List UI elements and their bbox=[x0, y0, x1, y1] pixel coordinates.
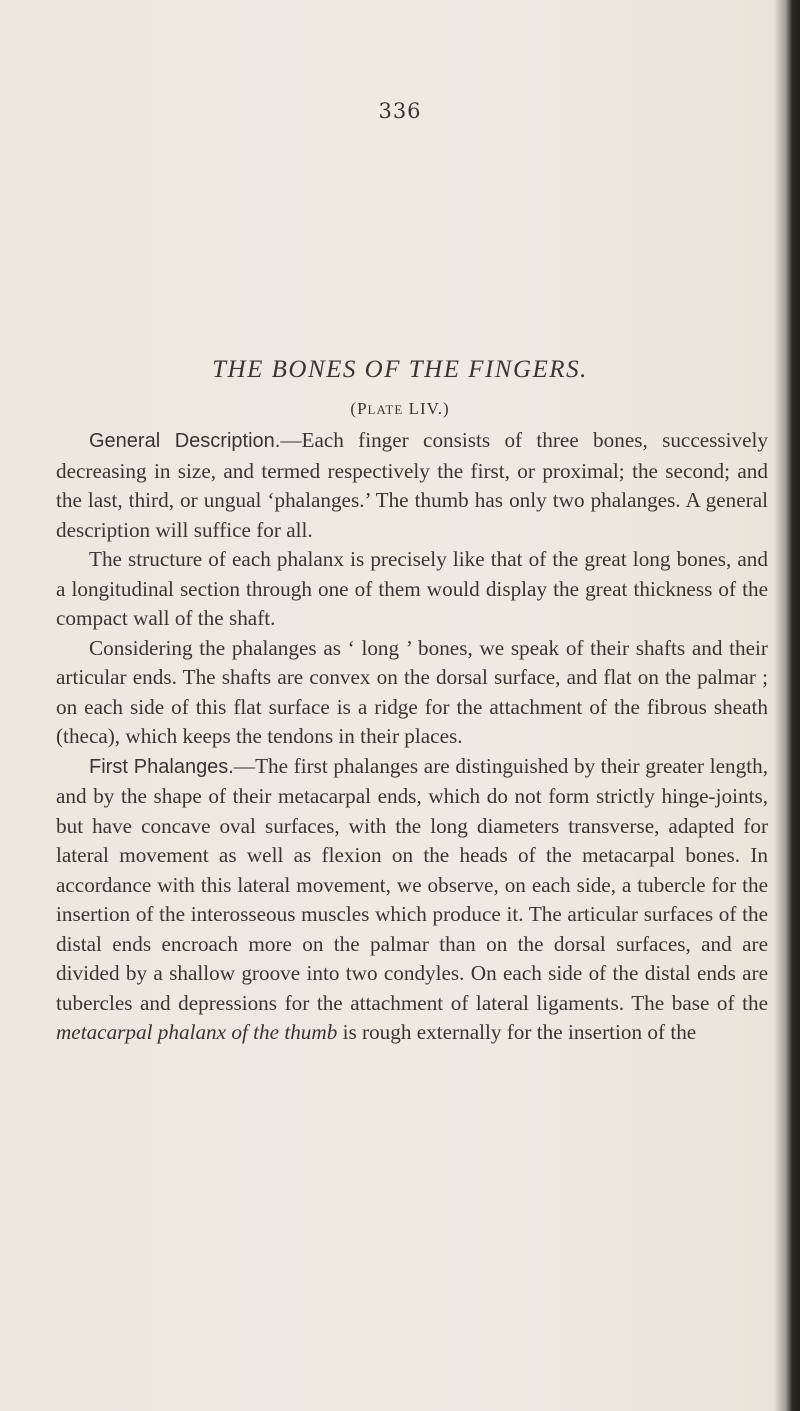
paragraph-text: The structure of each phalanx is precisely like that of the great long bones, and a longitudinal section through one of them would display the great thickness of the compact wall of the shaft. bbox=[56, 547, 768, 630]
heading-general-description: General Description. bbox=[89, 430, 281, 452]
body-text bbox=[56, 426, 768, 1048]
plate-reference bbox=[0, 399, 800, 419]
paragraph-text-after: is rough externally for the insertion of the bbox=[337, 1020, 697, 1044]
page-number: 336 bbox=[378, 99, 422, 123]
paragraph-italic-text: metacarpal phalanx of the thumb bbox=[56, 1020, 338, 1044]
plate-word-initial: P bbox=[357, 399, 368, 418]
paragraph-structure bbox=[56, 545, 768, 634]
page-edge-shadow bbox=[774, 0, 800, 1411]
paragraph-text: —The first phalanges are distinguished by their greater length, and by the shape of their metacarpal ends, which do not form strictly hinge-joints, but have concave oval surfaces, with the long diameters transverse, adapted for lateral movement as well as flexion on the heads of the metacarpal bones. In accordance with this lateral movement, we observe, on each side, a tubercle for the insertion of the interosseous muscles which produce it. The articular surfaces of the distal ends encroach more on the palmar than on the dorsal surfaces, and are divided by a shallow groove into two condyles. On each side of the distal ends are tubercles and depressions for the attachment of lateral ligaments. The base of the bbox=[56, 753, 768, 1015]
plate-word-rest: LATE bbox=[367, 402, 404, 417]
heading-first-phalanges: First Phalanges. bbox=[89, 755, 234, 778]
plate-open-paren: ( bbox=[350, 399, 358, 418]
plate-number: LIV.) bbox=[403, 399, 450, 418]
paragraph-text: —Each finger consists of three bones, successively decreasing in size, and termed respectively the first, or proximal; the second; and the last, third, or ungual ‘phalanges.’ The thumb has only two phalanges. A general description will suffice for all. bbox=[56, 428, 768, 542]
chapter-title: THE BONES OF THE FINGERS. bbox=[212, 356, 588, 383]
paragraph-general-description bbox=[56, 426, 768, 545]
paragraph-considering bbox=[56, 634, 768, 752]
paragraph-text: Considering the phalanges as ‘ long ’ bones, we speak of their shafts and their articular ends. The shafts are convex on the dorsal surface, and flat on the palmar ; on each side of this flat surface is a ridge for the attachment of the fibrous sheath (theca), which keeps the tendons in their places. bbox=[56, 635, 768, 748]
paragraph-first-phalanges bbox=[56, 752, 768, 1048]
